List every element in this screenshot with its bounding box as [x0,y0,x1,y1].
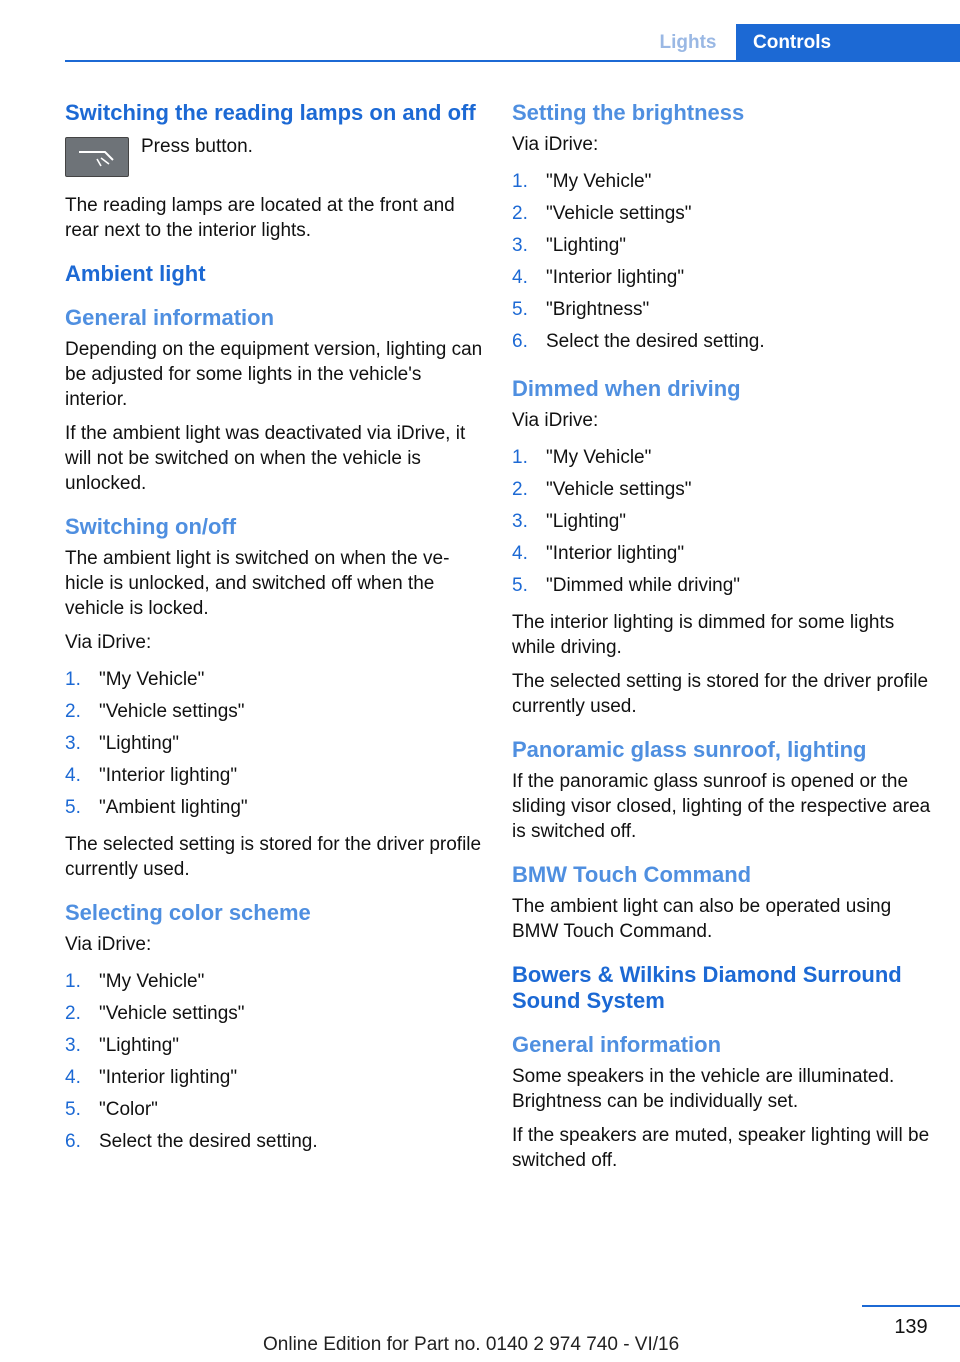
ambient-light-heading: Ambient light [65,261,206,286]
panoramic-paragraph: If the panoramic glass sunroof is opened or the sliding visor closed, lighting of the respective area is switched off. [512,771,931,842]
list-item: 5. "Ambient lighting" [65,797,248,818]
list-item: 4. "Interior lighting" [65,765,238,786]
list-item: 2. "Vehicle settings" [512,203,692,224]
list-item: 1. "My Vehicle" [65,669,205,690]
bowers-wilkins-heading: Bowers & Wilkins Diamond Surround Sound System [512,962,902,1013]
brightness-steps [512,166,932,358]
list-item: 4. "Interior lighting" [512,267,685,288]
reading-lamps-heading: Switching the reading lamps on and off [65,100,476,125]
list-item: 1. "My Vehicle" [512,171,652,192]
dimmed-paragraph-2: The selected setting is stored for the driver profile currently used. [512,671,929,717]
general-information-heading: General information [65,305,275,330]
switching-stored-text: The selected setting is stored for the driver profile currently used. [65,834,482,880]
touch-command-heading: BMW Touch Command [512,862,752,887]
switching-heading: Switching on/off [65,514,237,539]
dimmed-via-idrive: Via iDrive: [512,410,599,431]
page-number: 139 [894,1316,928,1338]
header-chapter-controls: Controls [736,24,960,62]
switching-paragraph: The ambient light is switched on when the ve‐ hicle is unlocked, and switched off when the vehicle is locked. [65,548,450,619]
dimmed-steps [512,442,932,602]
list-item: 5. "Dimmed while driving" [512,575,741,596]
reading-lamps-text: The reading lamps are located at the front and rear next to the interior lights. [65,195,455,241]
list-item: 6. Select the desired setting. [512,331,765,352]
color-steps [65,966,485,1158]
list-item: 6. Select the desired setting. [65,1131,318,1152]
list-item: 3. "Lighting" [65,1035,180,1056]
reading-lamp-icon [65,137,129,177]
list-item: 3. "Lighting" [512,235,627,256]
list-item: 4. "Interior lighting" [512,543,685,564]
list-item: 2. "Vehicle settings" [65,1003,245,1024]
panoramic-heading: Panoramic glass sunroof, lighting [512,737,867,762]
list-item: 1. "My Vehicle" [65,971,205,992]
left-column [65,100,485,1166]
list-item: 5. "Brightness" [512,299,650,320]
list-item: 5. "Color" [65,1099,158,1120]
footer-rule [862,1305,960,1307]
press-button-row [65,134,485,177]
bw-paragraph-1: Some speakers in the vehicle are illuminated. Brightness can be individually set. [512,1066,895,1112]
dimmed-paragraph-1: The interior lighting is dimmed for some lights while driving. [512,612,895,658]
list-item: 2. "Vehicle settings" [512,479,692,500]
right-column [512,100,932,1182]
switching-via-idrive: Via iDrive: [65,632,152,653]
general-paragraph-1: Depending on the equipment version, lighting can be adjusted for some lights in the vehicle's interior. [65,339,483,410]
header-section-lights: Lights [659,32,717,53]
dimmed-heading: Dimmed when driving [512,376,741,401]
list-item: 3. "Lighting" [65,733,180,754]
bw-paragraph-2: If the speakers are muted, speaker lighting will be switched off. [512,1125,930,1171]
edition-line: Online Edition for Part no. 0140 2 974 740 - VI/16 [263,1334,680,1355]
list-item: 2. "Vehicle settings" [65,701,245,722]
general-paragraph-2: If the ambient light was deactivated via iDrive, it will not be switched on when the vehicle is unlocked. [65,423,466,494]
list-item: 1. "My Vehicle" [512,447,652,468]
list-item: 4. "Interior lighting" [65,1067,238,1088]
list-item: 3. "Lighting" [512,511,627,532]
brightness-via-idrive: Via iDrive: [512,134,599,155]
touch-command-paragraph: The ambient light can also be operated using BMW Touch Command. [512,896,892,942]
switching-steps [65,664,485,824]
color-scheme-heading: Selecting color scheme [65,900,311,925]
brightness-heading: Setting the brightness [512,100,745,125]
color-via-idrive: Via iDrive: [65,934,152,955]
bw-general-heading: General information [512,1032,722,1057]
press-button-text: Press button. [141,136,253,157]
